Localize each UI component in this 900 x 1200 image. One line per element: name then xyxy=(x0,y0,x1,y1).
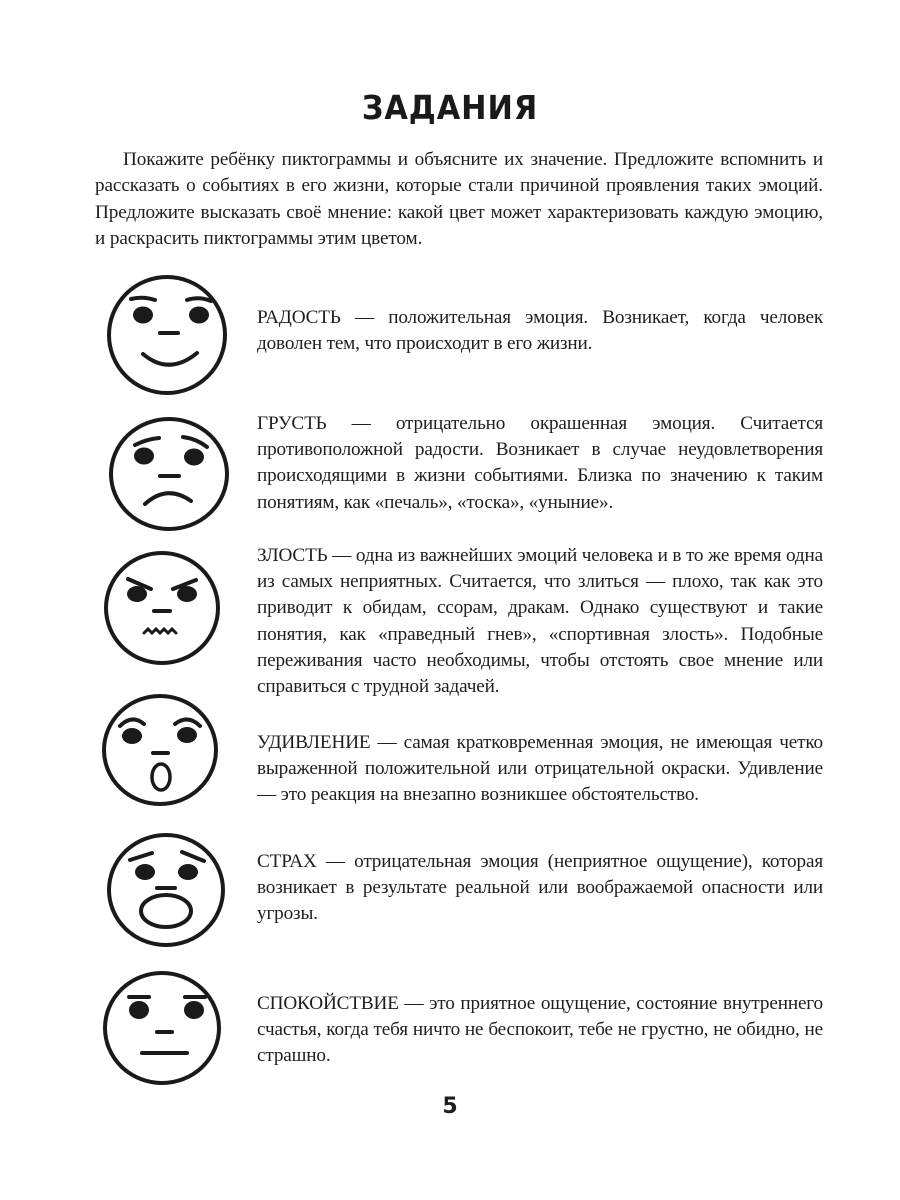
surprised-face-icon xyxy=(102,692,230,820)
page-number: 5 xyxy=(442,1094,458,1119)
emotion-description-surprise: УДИВЛЕНИЕ — самая кратковременная эмоция, не имеющая четко выраженной положительной или отрицательной окраски. Удивление — это реакция на внезапно возникшее обстоятельство. xyxy=(257,732,823,806)
emotion-description-fear: СТРАХ — отрицательная эмоция (неприятное ощущение), которая возникает в результате реальной или воображаемой опасности или угрозы. xyxy=(257,851,823,925)
emotion-description-sadness: ГРУСТЬ — отрицательно окрашенная эмоция. Считается противоположной радости. Возникает в случае неудовлетворения происходящими в жизни событиями. Близка по значению к таким понятиям, как «печаль», «тоска», «уныние». xyxy=(257,413,823,513)
calm-face-icon xyxy=(102,970,230,1098)
intro-paragraph: Покажите ребёнку пиктограммы и объясните их значение. Предложите вспомнить и рассказать о событиях в его жизни, которые стали причиной проявления таких эмоций. Предложите высказать своё мнение: какой цвет может характеризовать каждую эмоцию, и раскрасить пиктограммы этим цветом. xyxy=(95,149,823,250)
page-title: ЗАДАНИЯ xyxy=(361,88,539,127)
scared-face-icon xyxy=(104,832,232,960)
emotion-description-calm: СПОКОЙСТВИЕ — это приятное ощущение, состояние внутреннего счастья, когда тебя ничто не беспокоит, тебе не грустно, не обидно, не страшно. xyxy=(257,993,823,1067)
emotion-description-joy: РАДОСТЬ — положительная эмоция. Возникает, когда человек доволен тем, что происходит в его жизни. xyxy=(257,307,823,355)
angry-face-icon xyxy=(104,550,232,678)
happy-face-icon xyxy=(103,272,231,400)
emotion-description-anger: ЗЛОСТЬ — одна из важнейших эмоций человека и в то же время одна из самых неприятных. Считается, что злиться — плохо, так как это приводит к обидам, ссорам, дракам. Однако существуют и такие понятия, как «праведный гнев», «спортивная злость». Подобные переживания часто необходимы, чтобы отстоять свое мнение или справиться с трудной задачей. xyxy=(257,545,823,698)
sad-face-icon xyxy=(107,414,235,542)
